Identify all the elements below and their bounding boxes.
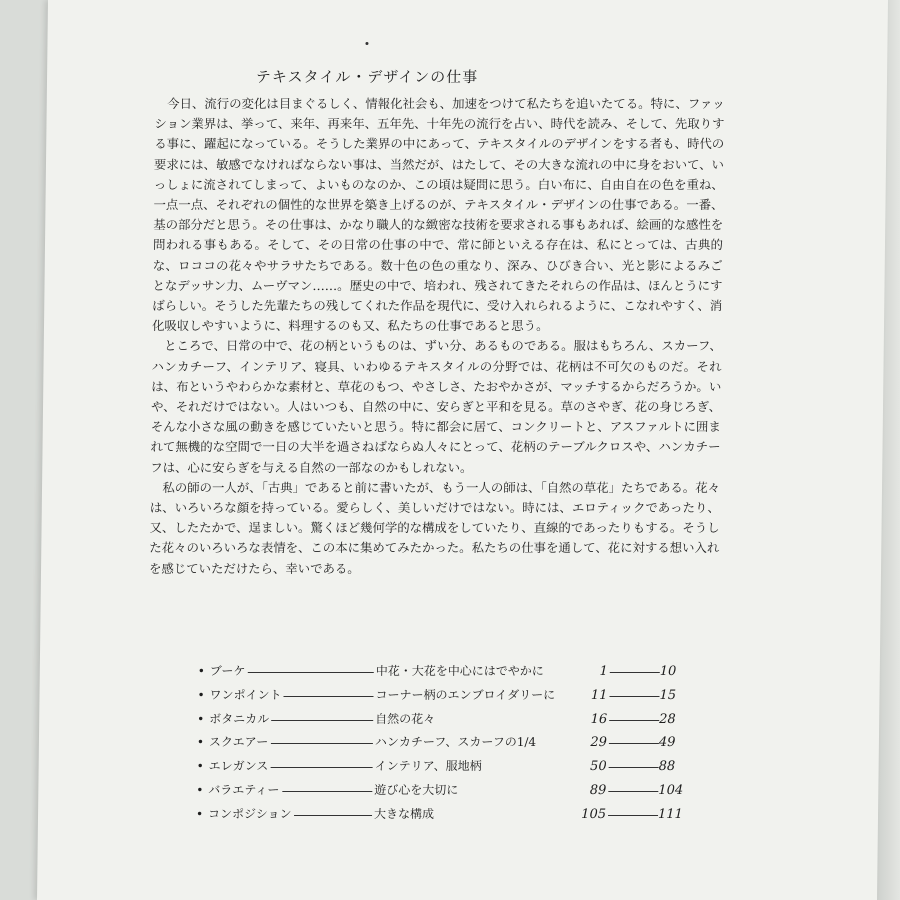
toc-page-end: 10 xyxy=(659,664,677,679)
toc-page-start: 29 xyxy=(590,735,608,751)
toc-row xyxy=(196,779,716,803)
toc-bullet: • xyxy=(195,806,204,821)
toc-page-start: 11 xyxy=(590,687,608,703)
toc-range-line xyxy=(608,791,658,792)
toc-description: 自然の花々 xyxy=(375,711,436,726)
toc-category: バラエティー xyxy=(208,782,280,797)
toc-description: ハンカチーフ、スカーフの1/4 xyxy=(374,735,537,750)
toc-bullet: • xyxy=(197,687,205,702)
document-page xyxy=(37,0,888,900)
toc-row xyxy=(198,660,718,684)
toc-category: コンポジション xyxy=(207,806,292,821)
toc-category: ボタニカル xyxy=(209,711,270,726)
toc-page-end: 28 xyxy=(659,711,676,727)
toc-range-line xyxy=(608,815,658,816)
essay-body xyxy=(149,94,725,579)
toc-page-start: 105 xyxy=(581,806,607,822)
toc-description: コーナー柄のエンブロイダリーに xyxy=(375,687,556,702)
toc-row xyxy=(197,684,717,708)
toc-range-line xyxy=(609,743,659,744)
toc-row xyxy=(197,731,717,755)
toc-bullet: • xyxy=(196,759,204,774)
toc-row xyxy=(197,708,717,732)
toc-category: ワンポイント xyxy=(209,687,282,702)
toc-bullet: • xyxy=(196,782,204,797)
toc-description: 遊び心を大切に xyxy=(374,782,459,797)
toc-leader-line xyxy=(271,720,373,721)
paragraph: ところで、日常の中で、花の柄というものは、ずい分、あるものである。服はもちろん、スカーフ、ハンカチーフ、インテリア、寝具、いわゆるテキスタイルの分野では、花柄は不可欠のものだ。それは、布というやわらかな素材と、草花のもつ、やさしさ、たおやかさが、マッチするからだろうか。いや、それだけではない。人はいつも、自然の中に、安らぎと平和を見る。草のさやぎ、花の身じろぎ、そんな小さな風の動きを感じていたいと思う。特に都会に居て、コンクリートと、アスファルトに囲まれて無機的な空間で一日の大半を過さねばならぬ人々にとって、花柄のテーブルクロスや、ハンカチーフは、心に安らぎを与える自然の一部なのかもしれない。 xyxy=(150,338,722,475)
toc-category: エレガンス xyxy=(208,759,269,774)
print-speck xyxy=(365,42,368,45)
table-of-contents xyxy=(196,660,718,827)
toc-page-start: 89 xyxy=(589,782,607,798)
toc-category: スクエアー xyxy=(208,735,269,750)
toc-bullet: • xyxy=(197,711,205,726)
toc-range-line xyxy=(609,767,659,768)
toc-row xyxy=(196,755,716,779)
toc-page-start: 50 xyxy=(589,759,607,775)
toc-row xyxy=(196,803,716,827)
toc-description: 中花・大花を中心にはでやかに xyxy=(375,664,544,678)
paragraph: 私の師の一人が、「古典」であると前に書いたが、もう一人の師は、「自然の草花」たちである。花々は、いろいろな顔を持っている。愛らしく、美しいだけではない。時には、エロティックであったり、又、したたかで、逞ましい。驚くほど幾何学的な構成をしていたり、直線的であったりもする。そうした花々のいろいろな表情を、この本に集めてみたかった。私たちの仕事を通して、花に対する想い入れを感じていただけたら、幸いである。 xyxy=(148,479,721,576)
paragraph: 今日、流行の変化は目まぐるしく、情報化社会も、加速をつけて私たちを追いたてる。特に、ファッション業界は、挙って、来年、再来年、五年先、十年先の流行を占い、時代を読み、そして、先取りする事に、躍起になっている。そうした業界の中にあって、テキスタイルのデザインをする者も、時代の要求には、敏感でなければならない事は、当然だが、はたして、その大きな流れの中に身をおいて、いっしょに流されてしまって、よいものなのか、この頃は疑問に思う。白い布に、自由自在の色を重ね、一点一点、それぞれの個性的な世界を築き上げるのが、テキスタイル・デザインの仕事である。一番、基の部分だと思う。その仕事は、かなり職人的な緻密な技術を要求される事もあれば、絵画的な感性を問われる事もある。そして、その日常の仕事の中で、常に師といえる存在は、私にとっては、古典的な、ロココの花々やサラサたちである。数十色の色の重なり、深み、ひびき合い、光と影によるみごとなデッサン力、ムーヴマン……。歴史の中で、培われ、残されてきたそれらの作品は、ほんとうにすばらしい。そうした先輩たちの残してくれた作品を現代に、受け入れられるように、こなれやすく、消化吸収しやすいように、料理するのも又、私たちの仕事であると思う。 xyxy=(151,96,725,334)
toc-description: 大きな構成 xyxy=(373,806,435,821)
toc-leader-line xyxy=(294,815,372,816)
toc-range-line xyxy=(609,696,659,697)
toc-page-end: 15 xyxy=(659,687,677,703)
toc-leader-line xyxy=(282,791,372,792)
toc-bullet: • xyxy=(196,735,205,750)
toc-leader-line xyxy=(271,743,373,744)
toc-bullet: • xyxy=(197,664,205,678)
toc-page-end: 104 xyxy=(658,782,684,798)
toc-page-start: 16 xyxy=(590,711,608,727)
show-through-text xyxy=(287,848,547,870)
document-title: テキスタイル・デザインの仕事 xyxy=(255,68,479,86)
toc-leader-line xyxy=(248,672,374,673)
toc-page-start: 1 xyxy=(599,664,608,679)
toc-leader-line xyxy=(283,696,373,697)
toc-leader-line xyxy=(271,767,373,768)
toc-page-end: 49 xyxy=(658,735,676,751)
toc-page-end: 111 xyxy=(657,806,683,822)
toc-description: インテリア、服地柄 xyxy=(374,759,482,774)
toc-range-line xyxy=(610,672,660,673)
toc-category: ブーケ xyxy=(209,664,246,678)
toc-page-end: 88 xyxy=(658,759,676,775)
toc-range-line xyxy=(609,720,659,721)
